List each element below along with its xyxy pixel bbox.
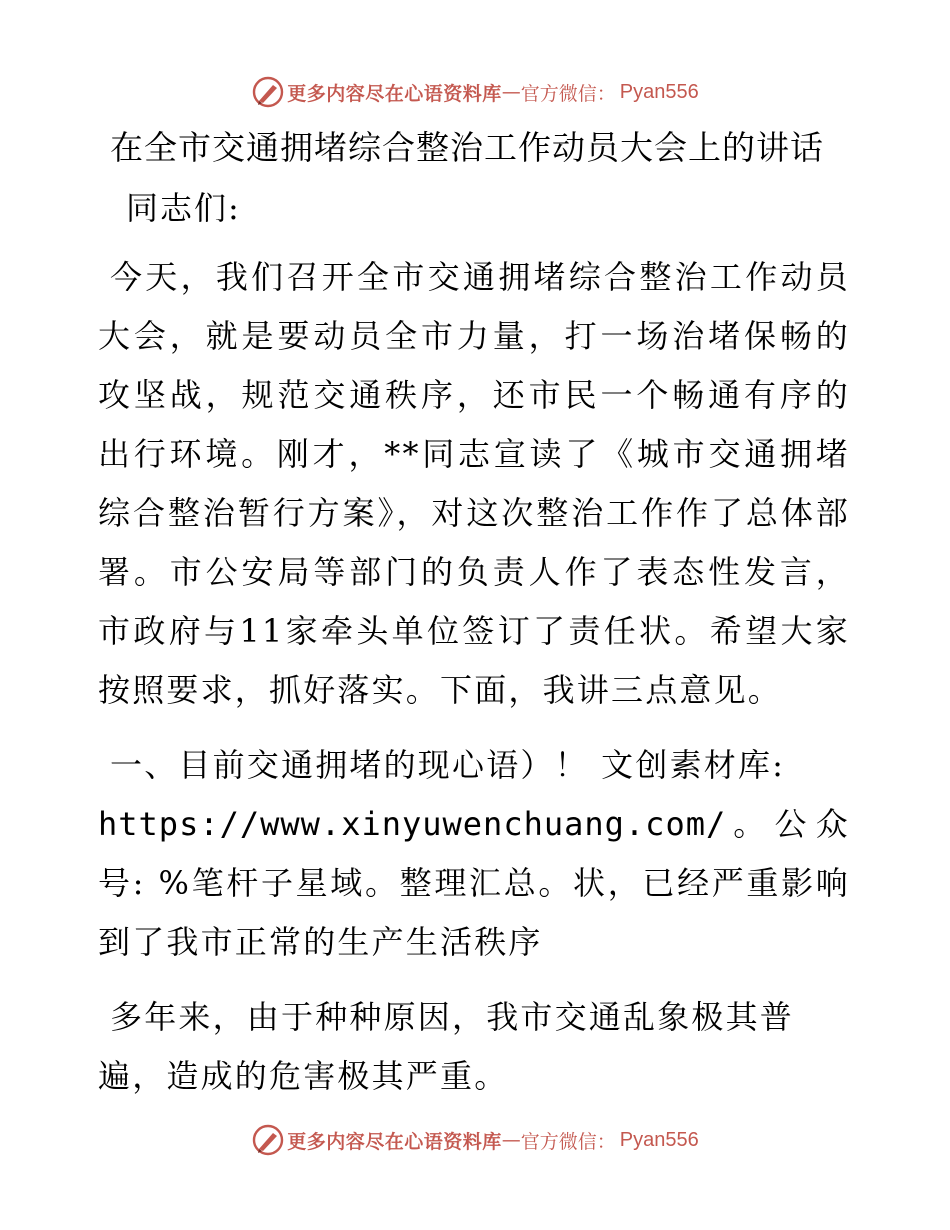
paragraph-three xyxy=(98,988,850,1106)
greeting: 同志们: xyxy=(126,189,241,227)
watermark-wechat-id: Pyan556 xyxy=(619,80,699,103)
watermark-label: 官方微信： xyxy=(520,1130,616,1153)
paragraph-intro: 今天，我们召开全市交通拥堵综合整治工作动员大会，就是要动员全市力量，打一场治堵保畅的攻坚战，规范交通秩序，还市民一个畅通有序的出行环境。刚才，**同志宣读了《城市交通拥堵综合整治暂行方案》，对这次整治工作作了总体部署。市公安局等部门的负责人作了表态性发言，市政府与11家牵头单位签订了责任状。希望大家按照要求，抓好落实。下面，我讲三点意见。 xyxy=(98,258,850,709)
section-one-text-b: 。公众号: %笔杆子星域。整理汇总。状，已经严重影响到了我市正常的生产生活秩序 xyxy=(98,805,850,961)
paragraph-three-line1: 多年来，由于种种原因，我市交通乱象极其普 xyxy=(110,998,795,1036)
footer-watermark xyxy=(0,1120,950,1160)
watermark-text: 更多内容尽在心语资料库 xyxy=(287,82,502,105)
watermark-separator: — xyxy=(501,1129,521,1151)
document-body xyxy=(98,124,850,1122)
pen-logo-icon xyxy=(251,1123,285,1157)
watermark-text: 更多内容尽在心语资料库 xyxy=(287,1130,502,1153)
paragraph-three-line2: 遍，造成的危害极其严重。 xyxy=(98,1057,509,1095)
header-watermark xyxy=(0,72,950,112)
watermark-separator: — xyxy=(501,81,521,103)
pen-logo-icon xyxy=(251,75,285,109)
section-one-url: https://www.xinyuwenchuang.com/ xyxy=(98,805,727,843)
watermark-wechat-id: Pyan556 xyxy=(619,1128,699,1151)
section-heading-one xyxy=(98,736,850,972)
watermark-label: 官方微信： xyxy=(520,82,616,105)
document-title: 在全市交通拥堵综合整治工作动员大会上的讲话 xyxy=(110,128,824,167)
section-one-text-a: 一、目前交通拥堵的现心语）！ 文创素材库: xyxy=(110,746,786,784)
